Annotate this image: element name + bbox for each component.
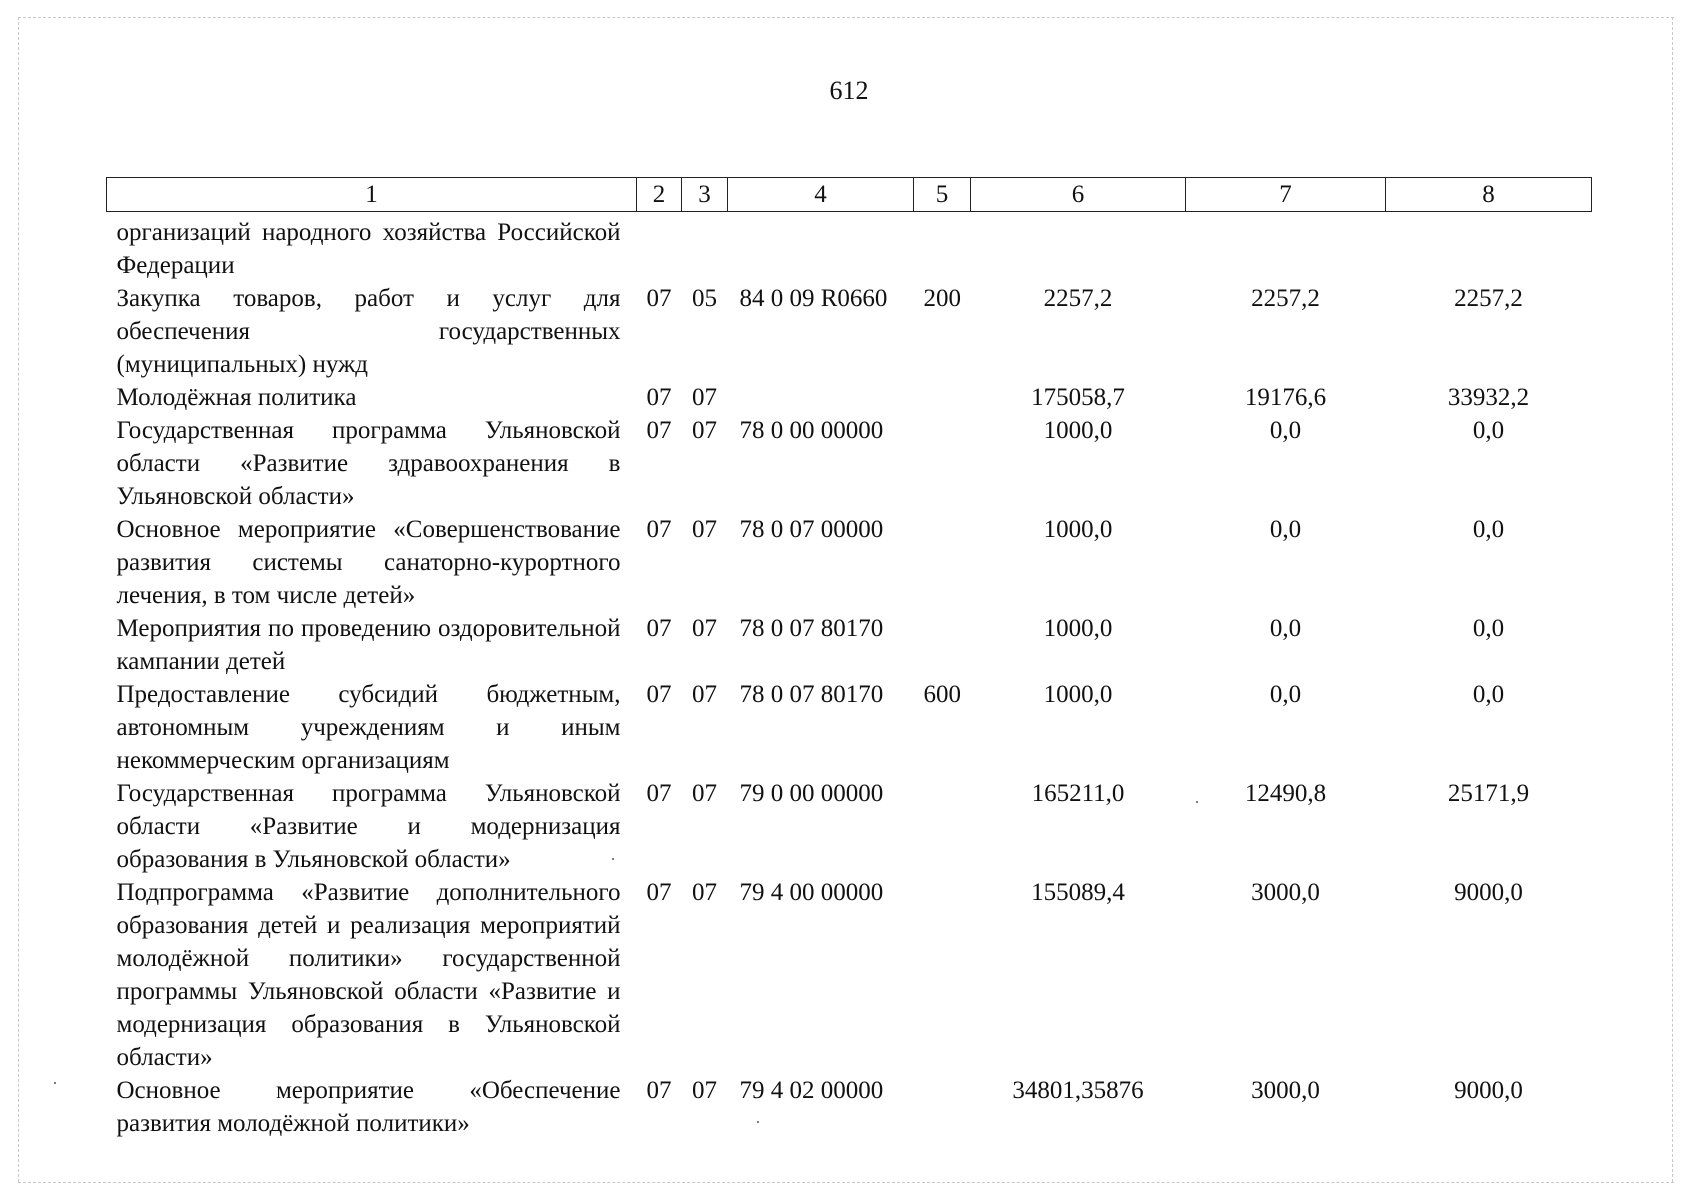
amount-col8: 0,0 [1472,417,1505,444]
section-code: 07 [646,285,672,312]
amount-col8: 33932,2 [1447,384,1530,411]
column-header: 7 [1186,178,1386,212]
section-code: 07 [646,384,672,411]
amount-col8: 0,0 [1472,516,1505,543]
amount-col7 [1186,212,1386,283]
amount-col6: 1000,0 [1043,516,1113,543]
subsection-code: 05 [692,285,717,312]
section-code: 07 [646,780,672,807]
scan-border-left [18,17,19,1182]
target-article-code [728,381,914,414]
column-header: 6 [971,178,1186,212]
target-article-code: 78 0 07 80170 [739,615,884,642]
section-code: 07 [646,681,672,708]
column-header: 4 [728,178,914,212]
item-name: Государственная программа Ульяновской области «Развитие и модернизация образования в Ульяновской области» [116,780,621,873]
column-header: 8 [1386,178,1592,212]
amount-col7: 0,0 [1269,615,1302,642]
expense-type-code: 600 [923,681,961,708]
target-article-code: 79 0 00 00000 [739,780,884,807]
item-name: Закупка товаров, работ и услуг для обеспечения государственных (муниципальных) нужд [116,285,621,378]
column-header: 3 [682,178,728,212]
amount-col6: 175058,7 [1031,384,1125,411]
item-name: Государственная программа Ульяновской области «Развитие здравоохранения в Ульяновской области» [116,417,621,510]
amount-col7: 0,0 [1269,516,1302,543]
expense-type-code [914,414,971,513]
amount-col8: 0,0 [1472,615,1505,642]
item-name: Предоставление субсидий бюджетным, автономным учреждениям и иным некоммерческим организациям [116,681,621,774]
table-row [107,513,1592,612]
amount-col6 [971,212,1186,283]
amount-col6: 1000,0 [1043,417,1113,444]
item-name: Подпрограмма «Развитие дополнительного образования детей и реализация мероприятий молодёжной политики» государственной программы Ульяновской области «Развитие и модернизация образования в Ульяновской области» [116,879,621,1071]
target-article-code: 78 0 00 00000 [739,417,884,444]
section-code: 07 [646,516,672,543]
column-header: 2 [637,178,682,212]
amount-col6: 34801,35876 [1012,1077,1144,1104]
target-article-code: 78 0 07 00000 [739,516,884,543]
section-code [637,212,682,283]
table-row [107,678,1592,777]
amount-col6: 1000,0 [1043,615,1113,642]
expense-type-code [914,1074,971,1140]
amount-col8: 9000,0 [1454,879,1523,906]
scan-border-bottom [18,1182,1674,1183]
subsection-code: 07 [692,1077,717,1104]
item-name: Основное мероприятие «Обеспечение развития молодёжной политики» [116,1077,621,1137]
amount-col6: 2257,2 [1043,285,1113,312]
expense-type-code: 200 [923,285,961,312]
table-row [107,777,1592,876]
subsection-code: 07 [692,615,717,642]
subsection-code: 07 [692,681,717,708]
table-row [107,612,1592,678]
item-name: Мероприятия по проведению оздоровительной кампании детей [116,615,621,675]
budget-table [106,177,1592,1140]
expense-type-code [914,513,971,612]
amount-col6: 1000,0 [1043,681,1113,708]
amount-col8: 25171,9 [1447,780,1530,807]
expense-type-code [914,381,971,414]
column-header: 1 [107,178,637,212]
amount-col8: 0,0 [1472,681,1505,708]
table-row [107,1074,1592,1140]
subsection-code: 07 [692,417,717,444]
amount-col8 [1386,212,1592,283]
section-code: 07 [646,1077,672,1104]
expense-type-code [914,612,971,678]
target-article-code: 84 0 09 R0660 [739,285,888,312]
expense-type-code [914,777,971,876]
amount-col6: 155089,4 [1031,879,1125,906]
target-article-code: 79 4 02 00000 [739,1077,884,1104]
amount-col7: 19176,6 [1244,384,1327,411]
table-row [107,876,1592,1074]
amount-col7: 12490,8 [1244,780,1327,807]
table-row [107,381,1592,414]
item-name: организаций народного хозяйства Российской Федерации [116,219,621,279]
expense-type-code [914,212,971,283]
amount-col7: 0,0 [1269,681,1302,708]
column-number-header-row [107,178,1592,212]
table-row [107,414,1592,513]
page-number: 612 [829,76,869,105]
section-code: 07 [646,879,672,906]
subsection-code: 07 [692,780,717,807]
subsection-code: 07 [692,516,717,543]
amount-col7: 2257,2 [1251,285,1320,312]
scan-border-top [18,17,1674,18]
item-name: Молодёжная политика [116,384,357,411]
amount-col8: 2257,2 [1454,285,1523,312]
target-article-code: 78 0 07 80170 [739,681,884,708]
amount-col6: 165211,0 [1031,780,1125,807]
subsection-code: 07 [692,879,717,906]
target-article-code [728,212,914,283]
expense-type-code [914,876,971,1074]
section-code: 07 [646,615,672,642]
subsection-code [682,212,728,283]
table-row [107,212,1592,283]
item-name: Основное мероприятие «Совершенствование развития системы санаторно-курортного лечения, в том числе детей» [116,516,621,609]
section-code: 07 [646,417,672,444]
column-header: 5 [914,178,971,212]
subsection-code: 07 [692,384,717,411]
scan-speck [54,1082,56,1084]
amount-col7: 3000,0 [1251,1077,1320,1104]
amount-col7: 0,0 [1269,417,1302,444]
scan-border-right [1672,17,1673,1182]
amount-col7: 3000,0 [1251,879,1320,906]
table-row [107,282,1592,381]
target-article-code: 79 4 00 00000 [739,879,884,906]
amount-col8: 9000,0 [1454,1077,1523,1104]
